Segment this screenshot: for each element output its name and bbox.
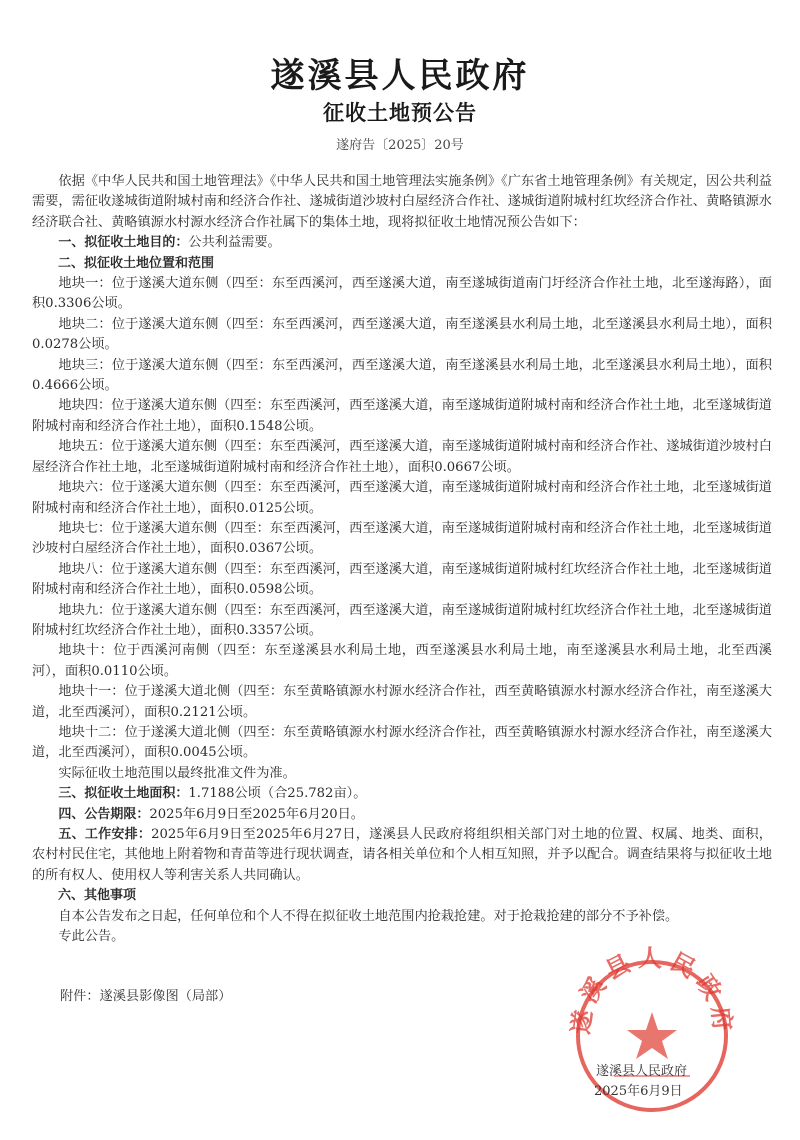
section-purpose-heading: 一、拟征收土地目的： xyxy=(58,235,189,251)
signature-date: 2025年6月9日 xyxy=(594,1084,683,1099)
plot-item: 地块二：位于遂溪大道东侧（四至：东至西溪河，西至遂溪大道，南至遂溪县水利局土地，北至遂溪县水利局土地），面积0.0278公顷。 xyxy=(32,316,772,353)
plot-item: 地块五：位于遂溪大道东侧（四至：东至西溪河，西至遂溪大道，南至遂城街道附城村南和经济合作社、遂城街道沙坡村白屋经济合作社土地，北至遂城街道附城村南和经济合作社土地），面积0.0667公顷。 xyxy=(32,439,772,475)
plot-list xyxy=(32,274,772,764)
plot-item: 地块三：位于遂溪大道东侧（四至：东至西溪河，西至遂溪大道，南至遂溪县水利局土地，北至遂溪县水利局土地），面积0.4666公顷。 xyxy=(32,357,772,394)
section-area-heading: 三、拟征收土地面积： xyxy=(58,786,189,802)
plot-item: 地块九：位于遂溪大道东侧（四至：东至西溪河，西至遂溪大道，南至遂城街道附城村红坎经济合作社土地，北至遂城街道附城村红坎经济合作社土地），面积0.3357公顷。 xyxy=(32,602,772,638)
plot-item: 地块四：位于遂溪大道东侧（四至：东至西溪河，西至遂溪大道，南至遂城街道附城村南和经济合作社土地，北至遂城街道附城村南和经济合作社土地），面积0.1548公顷。 xyxy=(32,398,772,434)
plot-item: 地块七：位于遂溪大道东侧（四至：东至西溪河，西至遂溪大道，南至遂城街道附城村南和经济合作社土地，北至遂城街道沙坡村白屋经济合作社土地），面积0.0367公顷。 xyxy=(32,520,772,557)
plot-item: 地块八：位于遂溪大道东侧（四至：东至西溪河，西至遂溪大道，南至遂城街道附城村红坎经济合作社土地，北至遂城街道附城村南和经济合作社土地），面积0.0598公顷。 xyxy=(32,561,772,598)
section-work-plan xyxy=(32,825,772,886)
notice-subtitle: 征收土地预公告 xyxy=(323,100,477,125)
svg-text:遂溪县人民政府: 遂溪县人民政府 xyxy=(566,944,738,1038)
plot-item: 地块十：位于西溪河南侧（四至：东至遂溪县水利局土地，西至遂溪县水利局土地，南至遂溪县水利局土地，北至西溪河），面积0.0110公顷。 xyxy=(32,643,772,679)
issuer-title: 遂溪县人民政府 xyxy=(270,56,530,96)
section-work-plan-heading: 五、工作安排： xyxy=(58,827,152,842)
intro-paragraph: 依据《中华人民共和国土地管理法》《中华人民共和国土地管理法实施条例》《广东省土地管理条例》有关规定，因公共利益需要，需征收遂城街道附城村南和经济合作社、遂城街道沙坡村白屋经济合作社、遂城街道附城村红坎经济合作社、黄略镇源水经济联合社、黄略镇源水村源水经济合作社属下的集体土地，现将拟征收土地情况预公告如下： xyxy=(32,174,772,230)
attachment-line: 附件：遂溪县影像图（局部） xyxy=(60,989,232,1004)
plot-item: 地块十一：位于遂溪大道北侧（四至：东至黄略镇源水村源水经济合作社，西至黄略镇源水村源水经济合作社，南至遂溪大道，北至西溪河），面积0.2121公顷。 xyxy=(32,684,772,720)
section-other-heading: 六、其他事项 xyxy=(58,888,137,904)
document-number: 遂府告〔2025〕20号 xyxy=(336,138,464,153)
section-other-text: 自本公告发布之日起，任何单位和个人不得在拟征收土地范围内抢栽抢建。对于抢栽抢建的部分不予补偿。 xyxy=(58,908,679,924)
closing-line: 专此公告。 xyxy=(58,929,125,945)
section-purpose-text: 公共利益需要。 xyxy=(188,235,281,251)
section-period-text: 2025年6月9日至2025年6月20日。 xyxy=(149,806,364,822)
section-area xyxy=(32,784,772,804)
notice-body xyxy=(32,172,772,947)
section-area-text: 1.7188公顷（合25.782亩）。 xyxy=(188,786,367,802)
scope-note: 实际征收土地范围以最终批准文件为准。 xyxy=(58,765,296,781)
section-work-plan-text: 2025年6月9日至2025年6月27日，遂溪县人民政府将组织相关部门对土地的位置、权属、地类、面积，农村村民住宅，其他地上附着物和青苗等进行现状调查，请各相关单位和个人相互知照，并予以配合。调查结果将与拟征收土地的所有权人、使用权人等利害关系人共同确认。 xyxy=(32,827,772,883)
plot-item: 地块十二：位于遂溪大道北侧（四至：东至黄略镇源水村源水经济合作社，西至黄略镇源水村源水经济合作社，南至遂溪大道，北至西溪河），面积0.0045公顷。 xyxy=(32,724,772,761)
section-period xyxy=(32,805,772,825)
plot-item: 地块六：位于遂溪大道东侧（四至：东至西溪河，西至遂溪大道，南至遂城街道附城村南和经济合作社土地，北至遂城街道附城村南和经济合作社土地），面积0.0125公顷。 xyxy=(32,480,772,516)
signature-organization: 遂溪县人民政府 xyxy=(596,1064,688,1079)
section-period-heading: 四、公告期限： xyxy=(58,806,150,822)
section-location-heading: 二、拟征收土地位置和范围 xyxy=(58,255,215,271)
section-purpose xyxy=(32,233,772,253)
plot-item: 地块一：位于遂溪大道东侧（四至：东至西溪河，西至遂溪大道，南至遂城街道南门圩经济合作社土地，北至遂海路），面积0.3306公顷。 xyxy=(32,276,772,312)
